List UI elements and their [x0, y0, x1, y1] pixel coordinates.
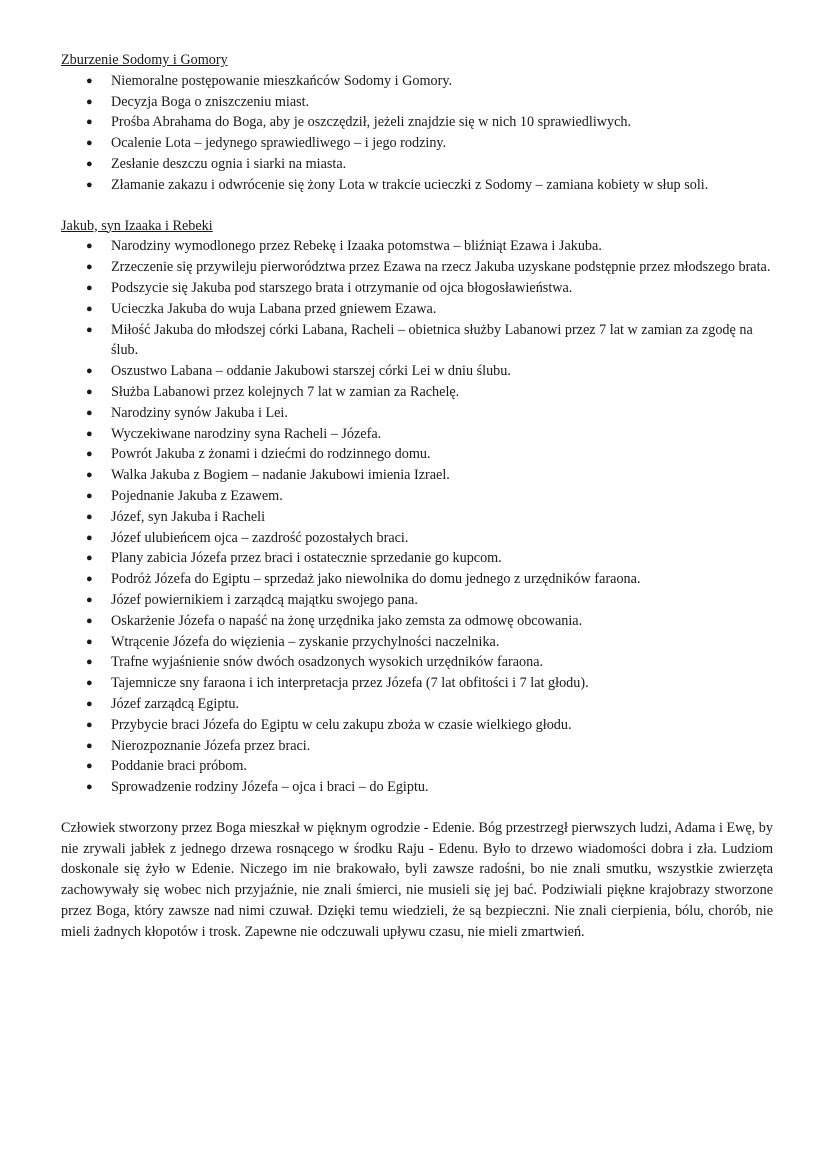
list-item-text: Wtrącenie Józefa do więzienia – zyskanie przychylności naczelnika.	[111, 633, 500, 650]
bullet-icon: ●	[86, 178, 93, 191]
bullet-icon: ●	[86, 718, 93, 731]
list-item-text: Sprowadzenie rodziny Józefa – ojca i braci – do Egiptu.	[111, 779, 429, 796]
list-item	[61, 361, 773, 382]
bullet-icon: ●	[86, 677, 93, 690]
list-item-text: Prośba Abrahama do Boga, aby je oszczędził, jeżeli znajdzie się w nich 10 sprawiedliwych.	[111, 114, 632, 131]
list-item	[61, 756, 773, 777]
section-sodom	[61, 50, 773, 196]
list-item	[61, 736, 773, 757]
list-item	[61, 569, 773, 590]
list-item	[61, 444, 773, 465]
bullet-icon: ●	[86, 656, 93, 669]
list-item	[61, 673, 773, 694]
document-page	[61, 50, 773, 943]
bullet-icon: ●	[86, 573, 93, 586]
list-item	[61, 175, 773, 196]
list-item	[61, 424, 773, 445]
list-item	[61, 257, 773, 278]
bullet-icon: ●	[86, 116, 93, 129]
section-heading: Zburzenie Sodomy i Gomory	[61, 52, 228, 68]
list-item-text: Oskarżenie Józefa o napaść na żonę urzędnika jako zemsta za odmowę obcowania.	[111, 612, 583, 629]
list-item-text: Narodziny synów Jakuba i Lei.	[111, 404, 288, 421]
bullet-icon: ●	[86, 489, 93, 502]
list-item	[61, 299, 773, 320]
bullet-icon: ●	[86, 74, 93, 87]
bullet-icon: ●	[86, 323, 93, 336]
body-paragraph: Człowiek stworzony przez Boga mieszkał w pięknym ogrodzie - Edenie. Bóg przestrzegł pierwszych ludzi, Adama i Ewę, by nie zrywali jabłek z jednego drzewa rosnącego w środku Raju - Edenu. Było to drzewo wiadomości dobra i zła. Ludziom doskonale się żyło w Edenie. Niczego im nie brakowało, byli zawsze radośni, bo nie znali smutku, wszystkie zwierzęta zachowywały się wobec nich przyjaźnie, nie znali śmierci, nie musieli się jej bać. Podziwiali piękne krajobrazy stworzone przez Boga, który zawsze nad nimi czuwał. Dzięki temu wiedzieli, że są bezpieczni. Nie znali cierpienia, bólu, chorób, nie mieli żadnych kłopotów i trosk. Zapewne nie odczuwali upływu czasu, nie mieli zmartwień.	[61, 819, 773, 940]
list-item	[61, 92, 773, 113]
bullet-icon: ●	[86, 448, 93, 461]
list-item	[61, 652, 773, 673]
list-item	[61, 133, 773, 154]
list-item	[61, 320, 773, 362]
list-item	[61, 403, 773, 424]
list-item-text: Zrzeczenie się przywileju pierworództwa przez Ezawa na rzecz Jakuba uzyskane podstępnie przez młodszego brata.	[111, 259, 771, 276]
list-item	[61, 154, 773, 175]
section-jakub	[61, 216, 773, 798]
list-item-text: Miłość Jakuba do młodszej córki Labana, Racheli – obietnica służby Labanowi przez 7 lat w zamian za zgodę na ślub.	[111, 321, 753, 359]
bullet-icon: ●	[86, 261, 93, 274]
list-item-text: Powrót Jakuba z żonami i dziećmi do rodzinnego domu.	[111, 446, 431, 463]
list-item-text: Józef powiernikiem i zarządcą majątku swojego pana.	[111, 591, 418, 608]
list-item	[61, 112, 773, 133]
list-item-text: Podróż Józefa do Egiptu – sprzedaż jako niewolnika do domu jednego z urzędników faraona.	[111, 571, 641, 588]
bullet-list	[61, 71, 773, 196]
list-item-text: Decyzja Boga o zniszczeniu miast.	[111, 93, 310, 110]
list-item-text: Józef ulubieńcem ojca – zazdrość pozostałych braci.	[111, 529, 409, 546]
list-item-text: Złamanie zakazu i odwrócenie się żony Lota w trakcie ucieczki z Sodomy – zamiana kobiety w słup soli.	[111, 176, 709, 193]
bullet-icon: ●	[86, 240, 93, 253]
bullet-icon: ●	[86, 157, 93, 170]
list-item	[61, 486, 773, 507]
bullet-icon: ●	[86, 593, 93, 606]
list-item	[61, 777, 773, 798]
bullet-icon: ●	[86, 635, 93, 648]
list-item	[61, 71, 773, 92]
list-item	[61, 382, 773, 403]
bullet-list	[61, 236, 773, 798]
list-item-text: Pojednanie Jakuba z Ezawem.	[111, 487, 283, 504]
list-item-text: Plany zabicia Józefa przez braci i ostatecznie sprzedanie go kupcom.	[111, 550, 502, 567]
list-item-text: Józef, syn Jakuba i Racheli	[111, 508, 266, 525]
list-item-text: Służba Labanowi przez kolejnych 7 lat w zamian za Rachelę.	[111, 383, 460, 400]
bullet-icon: ●	[86, 469, 93, 482]
list-item	[61, 632, 773, 653]
bullet-icon: ●	[86, 406, 93, 419]
bullet-icon: ●	[86, 697, 93, 710]
bullet-icon: ●	[86, 302, 93, 315]
list-item-text: Narodziny wymodlonego przez Rebekę i Izaaka potomstwa – bliźniąt Ezawa i Jakuba.	[111, 238, 602, 255]
list-item	[61, 278, 773, 299]
list-item-text: Nierozpoznanie Józefa przez braci.	[111, 737, 311, 754]
section-heading: Jakub, syn Izaaka i Rebeki	[61, 217, 213, 234]
list-item	[61, 465, 773, 486]
list-item	[61, 236, 773, 257]
bullet-icon: ●	[86, 760, 93, 773]
bullet-icon: ●	[86, 552, 93, 565]
bullet-icon: ●	[86, 427, 93, 440]
list-item-text: Ucieczka Jakuba do wuja Labana przed gniewem Ezawa.	[111, 300, 437, 317]
list-item-text: Ocalenie Lota – jedynego sprawiedliwego – i jego rodziny.	[111, 135, 447, 152]
list-item-text: Poddanie braci próbom.	[111, 758, 247, 775]
bullet-icon: ●	[86, 531, 93, 544]
list-item-text: Oszustwo Labana – oddanie Jakubowi starszej córki Lei w dniu ślubu.	[111, 363, 511, 380]
list-item-text: Niemoralne postępowanie mieszkańców Sodomy i Gomory.	[111, 72, 453, 89]
list-item	[61, 694, 773, 715]
list-item-text: Podszycie się Jakuba pod starszego brata i otrzymanie od ojca błogosławieństwa.	[111, 279, 573, 296]
list-item-text: Tajemnicze sny faraona i ich interpretacja przez Józefa (7 lat obfitości i 7 lat głodu).	[111, 675, 589, 692]
list-item	[61, 548, 773, 569]
list-item-text: Trafne wyjaśnienie snów dwóch osadzonych wysokich urzędników faraona.	[111, 654, 544, 671]
bullet-icon: ●	[86, 510, 93, 523]
list-item-text: Wyczekiwane narodziny syna Racheli – Józefa.	[111, 425, 382, 442]
bullet-icon: ●	[86, 614, 93, 627]
bullet-icon: ●	[86, 95, 93, 108]
bullet-icon: ●	[86, 781, 93, 794]
list-item-text: Walka Jakuba z Bogiem – nadanie Jakubowi imienia Izrael.	[111, 467, 450, 484]
bullet-icon: ●	[86, 281, 93, 294]
bullet-icon: ●	[86, 137, 93, 150]
list-item	[61, 715, 773, 736]
bullet-icon: ●	[86, 365, 93, 378]
list-item	[61, 507, 773, 528]
bullet-icon: ●	[86, 385, 93, 398]
list-item-text: Przybycie braci Józefa do Egiptu w celu zakupu zboża w czasie wielkiego głodu.	[111, 716, 572, 733]
list-item	[61, 590, 773, 611]
list-item	[61, 528, 773, 549]
bullet-icon: ●	[86, 739, 93, 752]
list-item-text: Zesłanie deszczu ognia i siarki na miasta.	[111, 155, 347, 172]
list-item	[61, 611, 773, 632]
list-item-text: Józef zarządcą Egiptu.	[111, 695, 240, 712]
